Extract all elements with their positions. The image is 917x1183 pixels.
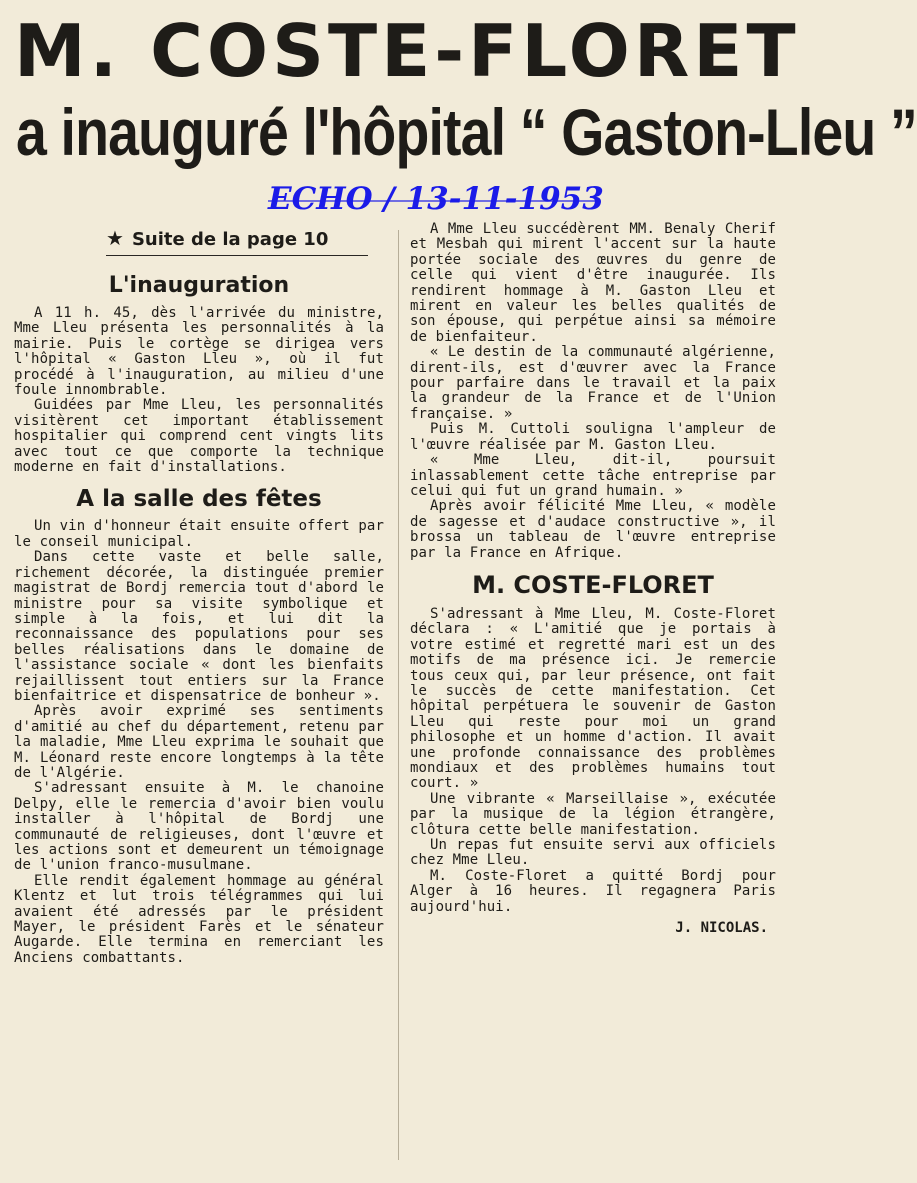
article-paragraph: Après avoir exprimé ses sentiments d'amitié au chef du département, retenu par la maladie, Mme Lleu exprima le souhait que M. Léonard reste encore longtemps à la tête de l'Algérie. (14, 703, 384, 781)
article-paragraph: Dans cette vaste et belle salle, richement décorée, la distinguée premier magistrat de Bordj remercia tout d'abord le ministre pour sa visite symbolique et simple à la fois, et lui dit la reconnaissance des populations pour ses belles réalisations dans le domaine de l'assistance sociale « dont les bienfaits rejaillissent tout entiers sur la France bienfaitrice et dispensatrice de bonheur ». (14, 549, 384, 704)
article-paragraph: S'adressant à Mme Lleu, M. Coste-Floret déclara : « L'amitié que je portais à votre estimé et regretté mari est un des motifs de ma présence ici. Je remercie tous ceux qui, par leur présence, ont fait le succès de cette manifestation. Cet hôpital perpétuera le souvenir de Gaston Lleu qui reste pour moi un grand philosophe et un homme d'action. Il avait une profonde connaissance des problèmes mondiaux et des problèmes humains tout court. » (410, 605, 776, 792)
article-paragraph: Guidées par Mme Lleu, les personnalités visitèrent cet important établissement hospitalier qui comprend cent vingts lits avec tout ce que comporte la technique moderne en fait d'installations. (14, 397, 384, 476)
source-date-stamp: ECHO / 13-11-1953 (268, 181, 604, 217)
section-title-salle-des-fetes: A la salle des fêtes (76, 486, 322, 513)
left-column (14, 222, 384, 966)
article-paragraph: S'adressant ensuite à M. le chanoine Delpy, elle le remercia d'avoir bien voulu installer à l'hôpital de Bordj une communauté de religieuses, dont l'œuvre et les actions sont et demeurent un témoignage de l'union franco-musulmane. (14, 780, 384, 874)
article-paragraph: Un repas fut ensuite servi aux officiels chez Mme Lleu. (410, 837, 776, 869)
article-paragraph: A Mme Lleu succédèrent MM. Benaly Cherif et Mesbah qui mirent l'accent sur la haute portée sociale des œuvres du genre de celle qui vient d'être inaugurée. Ils rendirent hommage à M. Gaston Lleu et mirent en valeur les belles qualités de son épouse, qui perpétue ainsi sa mémoire de bienfaiteur. (410, 221, 776, 345)
article-paragraph: M. Coste-Floret a quitté Bordj pour Alger à 16 heures. Il regagnera Paris aujourd'hui. (410, 867, 776, 915)
article-paragraph: A 11 h. 45, dès l'arrivée du ministre, Mme Lleu présenta les personnalités à la mairie. Puis le cortège se dirigea vers l'hôpital « Gaston Lleu », où il fut procédé à l'inauguration, au milieu d'une foule innombrable. (14, 305, 384, 399)
article-paragraph: Une vibrante « Marseillaise », exécutée par la musique de la légion étrangère, clôtura cette belle manifestation. (410, 790, 776, 838)
article-paragraph: Un vin d'honneur était ensuite offert par le conseil municipal. (14, 518, 384, 550)
section-title-coste-floret: M. COSTE-FLORET (472, 570, 714, 599)
article-paragraph: Elle rendit également hommage au général Klentz et lut trois télégrammes qui lui avaient été adressés par le président Mayer, le président Farès et le sénateur Augarde. Elle termina en remerciant les Anciens combattants. (14, 872, 384, 966)
subheadline: a inauguré l'hôpital “ Gaston-Lleu ” (16, 95, 917, 169)
right-column (410, 222, 776, 937)
article-paragraph: « Mme Lleu, dit-il, poursuit inlassablement cette tâche entreprise par celui qui fut un grand humain. » (410, 452, 776, 499)
article-paragraph: Après avoir félicité Mme Lleu, « modèle de sagesse et d'audace constructive », il brossa un tableau de l'œuvre entreprise par la France en Afrique. (410, 498, 776, 561)
continuation-note (106, 226, 368, 256)
column-divider (398, 230, 399, 1160)
article-paragraph: Puis M. Cuttoli souligna l'ampleur de l'œuvre réalisée par M. Gaston Lleu. (410, 421, 776, 453)
author-signature: J. NICOLAS. (675, 920, 768, 937)
section-title-inauguration: L'inauguration (108, 273, 290, 298)
star-icon: ★ (106, 226, 124, 250)
headline: M. COSTE-FLORET (14, 9, 800, 93)
continuation-label: Suite de la page 10 (131, 229, 329, 250)
article-paragraph: « Le destin de la communauté algérienne, dirent-ils, est d'œuvrer avec la France pour parfaire dans le travail et la paix la grandeur de la France et de l'Union française. » (410, 344, 776, 422)
